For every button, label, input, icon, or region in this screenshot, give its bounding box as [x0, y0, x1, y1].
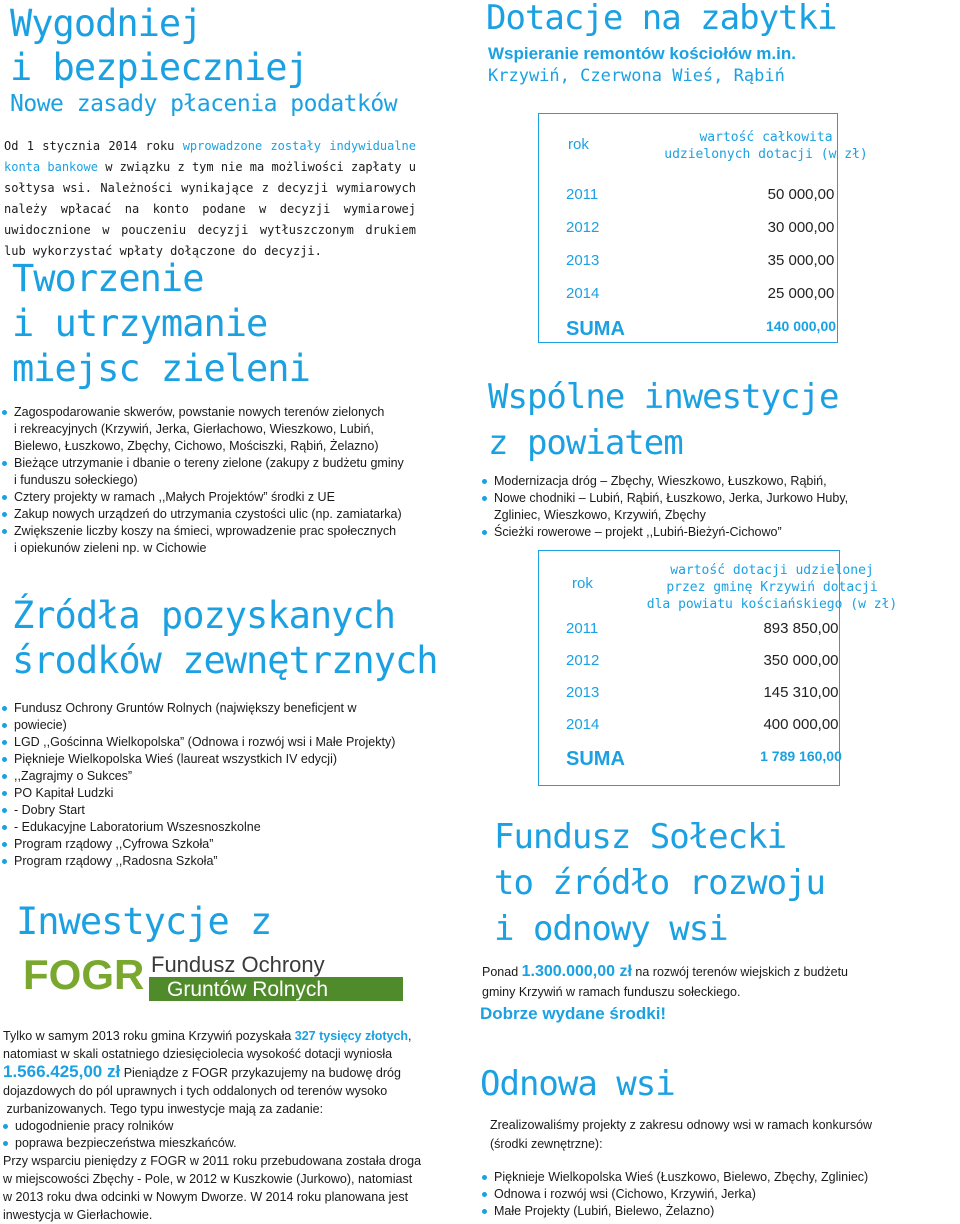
source-item: ,,Zagrajmy o Sukces” [2, 768, 462, 785]
source-item: - Edukacyjne Laboratorium Wszesnoszkolne [2, 819, 462, 836]
bullet-icon [2, 859, 7, 864]
logo-letters: FOGR [23, 951, 145, 998]
table-value-cell: 893 850,00 [763, 620, 839, 637]
heading-line: z powiatem [488, 423, 683, 463]
sources-list [2, 700, 462, 870]
table-row [566, 620, 886, 640]
bullet-icon [2, 529, 7, 534]
bullet-icon [2, 461, 7, 466]
table1-header-value: wartość całkowita udzielonych dotacji (w zł) [664, 130, 868, 162]
bullet-icon [482, 496, 487, 501]
heading-line: Fundusz Sołecki [494, 817, 787, 857]
table-value-cell: 1 789 160,00 [760, 748, 842, 764]
heading-line: i odnowy wsi [494, 909, 728, 949]
table-year-cell: 2013 [566, 684, 600, 701]
renewal-item: Odnowa i rozwój wsi (Cichowo, Krzywiń, Jerka) [482, 1186, 952, 1203]
heading-line: Wygodniej [10, 2, 202, 45]
source-item: Program rządowy ,,Cyfrowa Szkoła” [2, 836, 462, 853]
logo-line1: Fundusz Ochrony [151, 952, 325, 977]
table-year-cell: 2012 [566, 219, 600, 236]
fund-tagline: Dobrze wydane środki! [480, 1004, 667, 1023]
heading-sources [12, 593, 438, 683]
bullet-icon [2, 757, 7, 762]
table-row [566, 285, 886, 305]
bullet-icon [2, 740, 7, 745]
table-row [566, 684, 886, 704]
invest-paragraph: Przy wsparciu pieniędzy z FOGR w 2011 roku przebudowana została droga w miejscowości Zbęchy - Pole, w 2012 w Kuszkowie (Jurkowo), natomiast w 2013 roku dwa odcinki w Nowym Dworze. W 2014 roku planowana jest inwestycja w Gierłachowie. [3, 1154, 422, 1222]
bullet-icon [2, 842, 7, 847]
heading-line: Źródła pozyskanych [12, 594, 395, 637]
table-sum-row [566, 748, 886, 768]
green-areas-list [2, 404, 462, 557]
green-item: Cztery projekty w ramach ,,Małych Projektów” środki z UE [2, 489, 462, 506]
table-value-cell: 35 000,00 [767, 252, 835, 269]
heading-green-areas [12, 256, 310, 391]
bullet-icon [2, 774, 7, 779]
table-year-cell: SUMA [566, 748, 625, 770]
bullet-icon [482, 1209, 487, 1214]
invest-bullet: udogodnienie pracy rolników [3, 1118, 463, 1135]
invest-bullet: poprawa bezpieczeństwa mieszkańców. [3, 1135, 463, 1152]
source-item: LGD ,,Gościnna Wielkopolska” (Odnowa i rozwój wsi i Małe Projekty) [2, 734, 462, 751]
fogr-logo [17, 945, 405, 1003]
table-value-cell: 145 310,00 [763, 684, 839, 701]
table-value-cell: 50 000,00 [767, 186, 835, 203]
table1-header-year: rok [568, 136, 589, 153]
heading-monuments: Dotacje na zabytki [486, 0, 837, 38]
heading-invest: Inwestycje z [16, 900, 272, 943]
bullet-icon [2, 723, 7, 728]
table-value-cell: 25 000,00 [767, 285, 835, 302]
source-item: - Dobry Start [2, 802, 462, 819]
green-item: Zagospodarowanie skwerów, powstanie nowych terenów zielonych i rekreacyjnych (Krzywiń, Jerka, Gierłachowo, Wieszkowo, Lubiń, Bielewo, Łuszkowo, Zbęchy, Cichowo, Mościszki, Rąbiń, Żelazno) [2, 404, 462, 455]
table-year-cell: 2014 [566, 716, 600, 733]
table2-header-year: rok [572, 575, 593, 592]
joint-list [482, 473, 952, 541]
heading-line: środków zewnętrznych [12, 639, 438, 682]
table-row [566, 186, 886, 206]
heading-line: to źródło rozwoju [494, 863, 825, 903]
county-table [566, 620, 886, 775]
invest-text: Tylko w samym 2013 roku gmina Krzywiń pozyskała 327 tysięcy złotych, natomiast w skali ostatniego dziesięciolecia wysokość dotacji wyniosła 1.566.425,00 zł Pieniądze z FOGR przykazujemy na budowę dróg dojazdowych do pól uprawnych i tych oddalonych od terenów wysoko zurbanizowanych. Tego typu inwestycje mają za zadanie: udogodnienie pracy rolników poprawa bezpieczeństwa mieszkańców. Przy wsparciu pieniędzy z FOGR w 2011 roku przebudowana została droga w miejscowości Zbęchy - Pole, w 2012 w Kuszkowie (Jurkowo), natomiast w 2013 roku dwa odcinki w Nowym Dworze. W 2014 roku planowana jest inwestycja w Gierłachowie. [3, 1027, 463, 1224]
table-row [566, 652, 886, 672]
heading-line: Tworzenie [12, 257, 204, 300]
green-item: Zwiększenie liczby koszy na śmieci, wprowadzenie prac społecznych i opiekunów zieleni np. w Cichowie [2, 523, 462, 557]
table-year-cell: 2011 [566, 620, 599, 637]
table-year-cell: 2013 [566, 252, 600, 269]
source-item: PO Kapitał Ludzki [2, 785, 462, 802]
table-row [566, 219, 886, 239]
renewal-list [482, 1169, 952, 1220]
source-item: Pięknieje Wielkopolska Wieś (laureat wszystkich IV edycji) [2, 751, 462, 768]
joint-item: Modernizacja dróg – Zbęchy, Wieszkowo, Łuszkowo, Rąbiń, [482, 473, 952, 490]
bullet-icon [2, 410, 7, 415]
intro-paragraph: Od 1 stycznia 2014 roku wprowadzone zostały indywidualne konta bankowe w związku z tym nie ma możliwości zapłaty u sołtysa wsi. Należności wynikające z decyzji wymiarowych należy wpłacać na konto podane w decyzji wymiarowej uwidocznione w pouczeniu decyzji wytłuszczonym drukiem lub wykorzystać wpłaty dołączone do decyzji. [4, 139, 417, 258]
bullet-icon [2, 808, 7, 813]
heading-joint [488, 374, 838, 466]
bullet-icon [2, 495, 7, 500]
joint-item: Nowe chodniki – Lubiń, Rąbiń, Łuszkowo, Jerka, Jurkowo Huby, Zgliniec, Wieszkowo, Krzywiń, Zbęchy [482, 490, 952, 524]
heading-wygodniej [10, 2, 308, 90]
monuments-sub2: Krzywiń, Czerwona Wieś, Rąbiń [488, 66, 785, 86]
heading-line: i utrzymanie [12, 302, 268, 345]
green-item: Bieżące utrzymanie i dbanie o tereny zielone (zakupy z budżetu gminy i funduszu sołeckiego) [2, 455, 462, 489]
joint-item: Ścieżki rowerowe – projekt ,,Lubiń-Bieżyń-Cichowo” [482, 524, 952, 541]
table-sum-row [566, 318, 886, 338]
green-item: Zakup nowych urządzeń do utrzymania czystości ulic (np. zamiatarka) [2, 506, 462, 523]
heading-line: i bezpieczniej [10, 46, 308, 89]
heading-renewal: Odnowa wsi [480, 1064, 675, 1104]
heading-fund [494, 814, 825, 952]
logo-line2: Gruntów Rolnych [167, 978, 329, 1001]
table-value-cell: 400 000,00 [763, 716, 839, 733]
bullet-icon [482, 1175, 487, 1180]
bullet-icon [2, 825, 7, 830]
bullet-icon [3, 1124, 8, 1129]
table2-header-value: wartość dotacji udzielonej przez gminę Krzywiń dotacji dla powiatu kościańskiego (w zł) [646, 563, 898, 612]
table-year-cell: SUMA [566, 318, 625, 340]
table-year-cell: 2012 [566, 652, 600, 669]
renewal-item: Małe Projekty (Lubiń, Bielewo, Żelazno) [482, 1203, 952, 1220]
table-year-cell: 2011 [566, 186, 599, 203]
subheading-taxes: Nowe zasady płacenia podatków [10, 91, 398, 117]
table-value-cell: 350 000,00 [763, 652, 839, 669]
source-item: powiecie) [2, 717, 462, 734]
monuments-sub1: Wspieranie remontów kościołów m.in. [488, 44, 796, 63]
source-item: Fundusz Ochrony Gruntów Rolnych (największy beneficjent w [2, 700, 462, 717]
table-value-cell: 30 000,00 [767, 219, 835, 236]
heading-line: miejsc zieleni [12, 347, 310, 390]
monuments-table [566, 186, 886, 340]
bullet-icon [3, 1141, 8, 1146]
renewal-item: Pięknieje Wielkopolska Wieś (Łuszkowo, Bielewo, Zbęchy, Zgliniec) [482, 1169, 952, 1186]
bullet-icon [482, 530, 487, 535]
table-row [566, 252, 886, 272]
bullet-icon [482, 1192, 487, 1197]
table-value-cell: 140 000,00 [765, 318, 837, 334]
bullet-icon [2, 791, 7, 796]
table-row [566, 716, 886, 736]
source-item: Program rządowy ,,Radosna Szkoła” [2, 853, 462, 870]
heading-line: Wspólne inwestycje [488, 377, 839, 417]
fund-text: Ponad 1.300.000,00 zł na rozwój terenów wiejskich z budżetu gminy Krzywiń w ramach funduszu sołeckiego. [482, 963, 849, 999]
bullet-icon [2, 512, 7, 517]
invest-bullets [3, 1118, 463, 1152]
bullet-icon [2, 706, 7, 711]
bullet-icon [482, 479, 487, 484]
renewal-text: Zrealizowaliśmy projekty z zakresu odnowy wsi w ramach konkursów (środki zewnętrzne): [490, 1118, 873, 1151]
table-year-cell: 2014 [566, 285, 600, 302]
